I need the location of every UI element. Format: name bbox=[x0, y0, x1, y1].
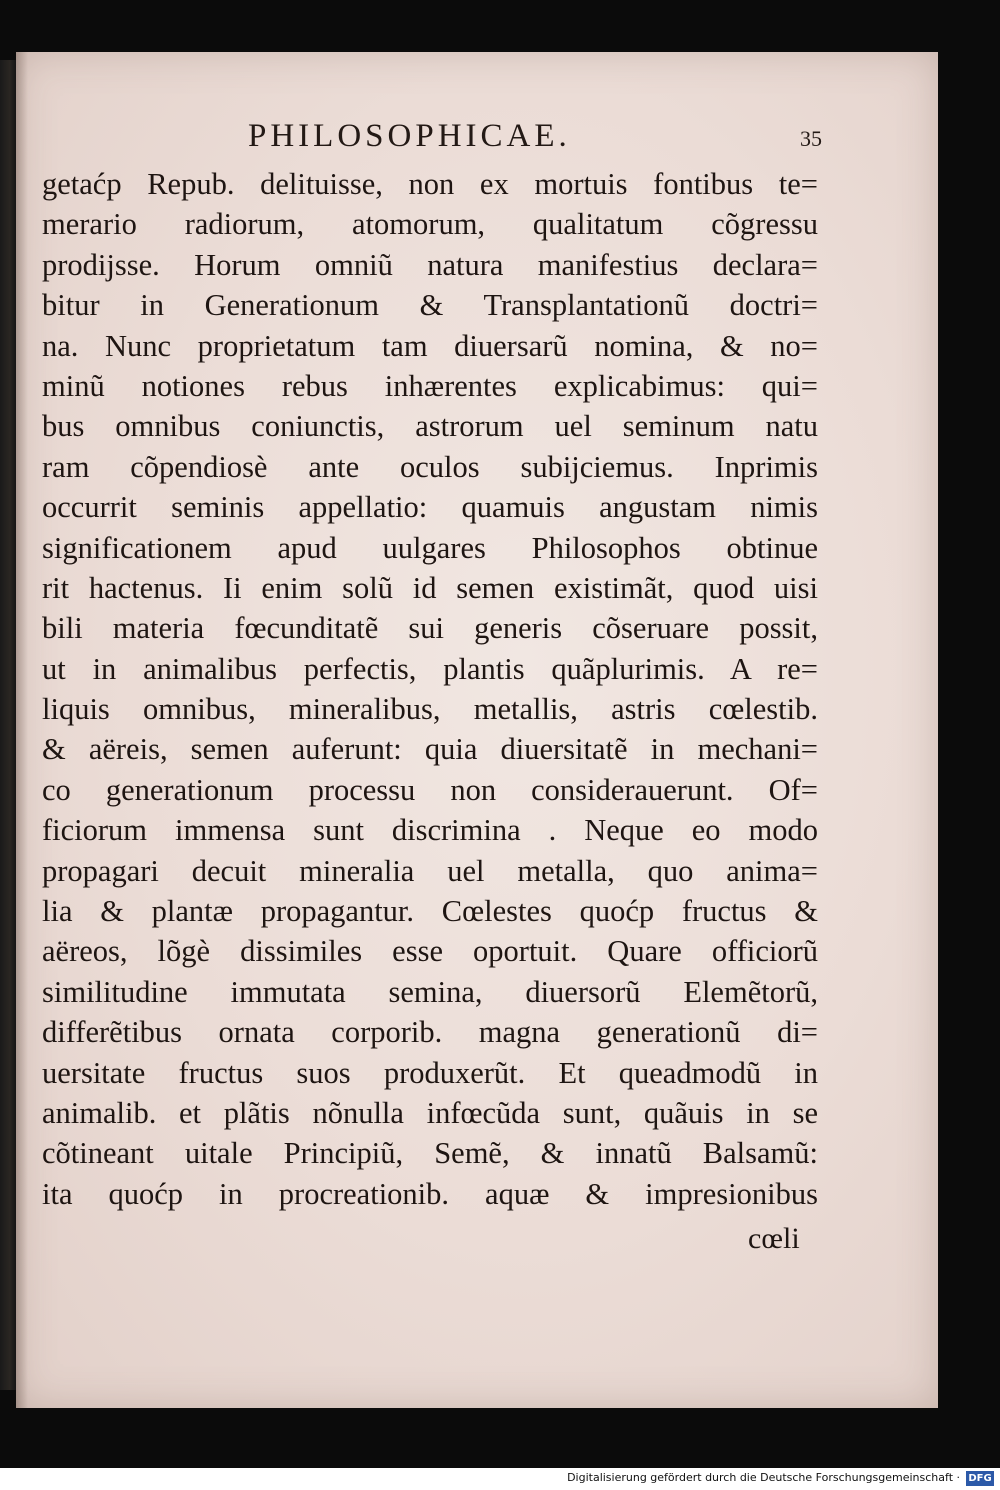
text-line: prodijsse. Horum omniũ natura manifestius declara= bbox=[42, 247, 818, 282]
text-line: ut in animalibus perfectis, plantis quãplurimis. A re= bbox=[42, 651, 818, 686]
text-line: getaćp Repub. delituisse, non ex mortuis fontibus te= bbox=[42, 167, 818, 201]
book-spine bbox=[0, 60, 16, 1390]
text-line: occurrit seminis appellatio: quamuis angustam nimis bbox=[42, 490, 818, 525]
page-number: 35 bbox=[800, 126, 822, 151]
dfg-logo: DFG bbox=[966, 1471, 994, 1486]
text-line: bus omnibus coniunctis, astrorum uel seminum natu bbox=[42, 409, 818, 444]
text-line: significationem apud uulgares Philosophos obtinue bbox=[42, 530, 818, 565]
text-line: & aëreis, semen auferunt: quia diuersitatẽ in mechani= bbox=[42, 732, 818, 767]
text-line: similitudine immutata semina, diuersorũ Elemẽtorũ, bbox=[42, 974, 818, 1009]
text-line: lia & plantæ propagantur. Cœlestes quoćp fructus & bbox=[42, 894, 818, 929]
text-line: co generationum processu non considerauerunt. Of= bbox=[42, 772, 818, 807]
funding-credit: Digitalisierung gefördert durch die Deutsche Forschungsgemeinschaft · bbox=[567, 1471, 960, 1484]
footer-bar bbox=[0, 1468, 1000, 1490]
text-line: bitur in Generationum & Transplantationũ doctri= bbox=[42, 288, 818, 323]
text-line: aëreos, lõgè dissimiles esse oportuit. Quare officiorũ bbox=[42, 934, 818, 969]
page-gutter-shadow bbox=[16, 52, 28, 1408]
text-line: ram cõpendiosè ante oculos subijciemus. Inprimis bbox=[42, 449, 818, 484]
text-line: merario radiorum, atomorum, qualitatum cõgressu bbox=[42, 207, 818, 242]
text-line: ficiorum immensa sunt discrimina . Neque eo modo bbox=[42, 813, 818, 848]
text-line: rit hactenus. Ii enim solũ id semen existimãt, quod uisi bbox=[42, 570, 818, 605]
text-line: bili materia fœcunditatẽ sui generis cõseruare possit, bbox=[42, 611, 818, 646]
book-page bbox=[16, 52, 938, 1408]
text-line: differẽtibus ornata corporib. magna generationũ di= bbox=[42, 1015, 818, 1050]
running-title: PHILOSOPHICAE. bbox=[248, 118, 571, 154]
running-head bbox=[16, 118, 938, 162]
text-line: ita quoćp in procreationib. aquæ & impresionibus bbox=[42, 1176, 818, 1211]
text-line: minũ notiones rebus inhærentes explicabimus: qui= bbox=[42, 368, 818, 403]
text-line: liquis omnibus, mineralibus, metallis, astris cœlestib. bbox=[42, 692, 818, 727]
body-text bbox=[42, 164, 818, 1214]
text-line: cõtineant uitale Principiũ, Semẽ, & innatũ Balsamũ: bbox=[42, 1136, 818, 1171]
catchword: cœli bbox=[748, 1222, 800, 1255]
text-line: animalib. et plãtis nõnulla infœcũda sunt, quãuis in se bbox=[42, 1095, 818, 1130]
text-line: propagari decuit mineralia uel metalla, quo anima= bbox=[42, 853, 818, 888]
text-line: na. Nunc proprietatum tam diuersarũ nomina, & no= bbox=[42, 328, 818, 363]
text-line: uersitate fructus suos produxerũt. Et queadmodũ in bbox=[42, 1055, 818, 1090]
